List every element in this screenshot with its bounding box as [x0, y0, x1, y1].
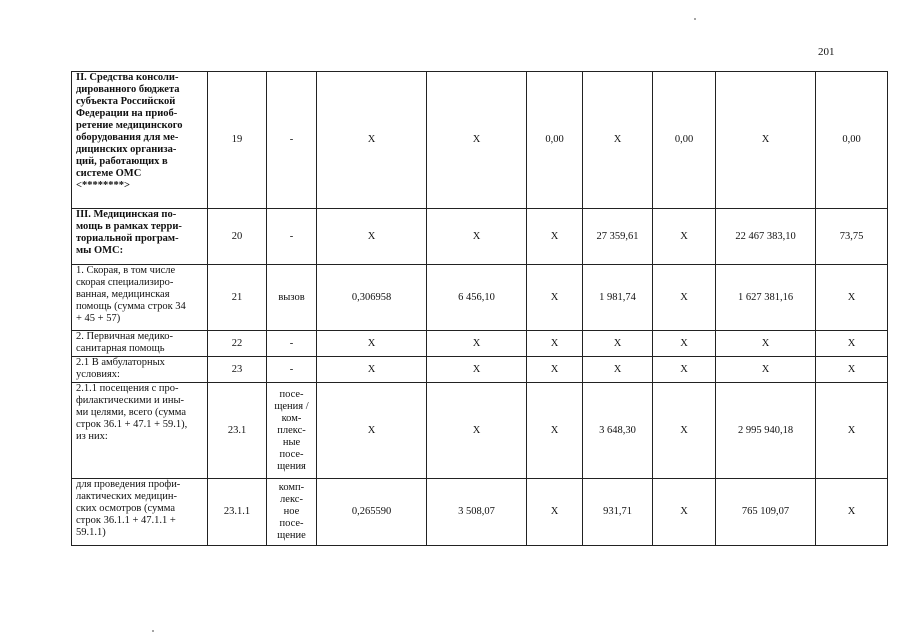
- value-cell-c2: X: [427, 383, 527, 479]
- value-cell-c5: 0,00: [653, 72, 716, 209]
- value-cell-c7: X: [816, 265, 888, 331]
- table-row: [72, 331, 888, 357]
- table-row: [72, 209, 888, 265]
- value-cell-c1: X: [317, 209, 427, 265]
- row-unit: -: [267, 331, 317, 357]
- value-cell-c4: X: [583, 72, 653, 209]
- budget-table: [71, 71, 888, 546]
- value-cell-c7: 0,00: [816, 72, 888, 209]
- value-cell-c4: 1 981,74: [583, 265, 653, 331]
- row-label: для проведения профи- лактических медицин- ских осмотров (сумма строк 36.1.1 + 47.1.1 + 59.1.1): [72, 479, 208, 546]
- row-label: 1. Скорая, в том числе скорая специализиро- ванная, медицинская помощь (сумма строк 34 + 45 + 57): [72, 265, 208, 331]
- value-cell-c6: 22 467 383,10: [716, 209, 816, 265]
- row-line-number: 23.1.1: [208, 479, 267, 546]
- value-cell-c5: X: [653, 357, 716, 383]
- value-cell-c3: X: [527, 331, 583, 357]
- value-cell-c6: X: [716, 357, 816, 383]
- value-cell-c3: X: [527, 479, 583, 546]
- value-cell-c1: X: [317, 383, 427, 479]
- value-cell-c5: X: [653, 209, 716, 265]
- table-row: [72, 72, 888, 209]
- row-line-number: 20: [208, 209, 267, 265]
- row-label: II. Средства консоли- дированного бюджета субъекта Российской Федерации на приоб- ретение медицинского оборудования для ме- дицинских организа- ций, работающих в системе ОМС <********>: [72, 72, 208, 209]
- value-cell-c1: X: [317, 331, 427, 357]
- row-line-number: 23.1: [208, 383, 267, 479]
- row-line-number: 23: [208, 357, 267, 383]
- table-row: [72, 357, 888, 383]
- value-cell-c6: X: [716, 331, 816, 357]
- table-row: [72, 265, 888, 331]
- value-cell-c2: 3 508,07: [427, 479, 527, 546]
- value-cell-c7: X: [816, 383, 888, 479]
- value-cell-c3: X: [527, 383, 583, 479]
- value-cell-c1: X: [317, 72, 427, 209]
- row-unit: вызов: [267, 265, 317, 331]
- row-label: 2.1 В амбулаторных условиях:: [72, 357, 208, 383]
- value-cell-c3: 0,00: [527, 72, 583, 209]
- row-unit: комп- лекс- ное посе- щение: [267, 479, 317, 546]
- value-cell-c3: X: [527, 209, 583, 265]
- scan-speck: [152, 630, 154, 632]
- table-row: [72, 383, 888, 479]
- value-cell-c2: X: [427, 72, 527, 209]
- page-number: 201: [818, 46, 835, 58]
- value-cell-c2: 6 456,10: [427, 265, 527, 331]
- row-label: 2.1.1 посещения с про- филактическими и ины- ми целями, всего (сумма строк 36.1 + 47.1 + 59.1), из них:: [72, 383, 208, 479]
- value-cell-c5: X: [653, 265, 716, 331]
- value-cell-c2: X: [427, 331, 527, 357]
- row-unit: посе- щения / ком- плекс- ные посе- щения: [267, 383, 317, 479]
- row-line-number: 19: [208, 72, 267, 209]
- value-cell-c4: X: [583, 357, 653, 383]
- value-cell-c4: 27 359,61: [583, 209, 653, 265]
- value-cell-c6: X: [716, 72, 816, 209]
- value-cell-c7: X: [816, 331, 888, 357]
- value-cell-c1: X: [317, 357, 427, 383]
- value-cell-c3: X: [527, 357, 583, 383]
- value-cell-c4: 3 648,30: [583, 383, 653, 479]
- value-cell-c6: 2 995 940,18: [716, 383, 816, 479]
- row-unit: -: [267, 209, 317, 265]
- value-cell-c4: 931,71: [583, 479, 653, 546]
- value-cell-c5: X: [653, 331, 716, 357]
- row-unit: -: [267, 357, 317, 383]
- row-line-number: 21: [208, 265, 267, 331]
- table-row: [72, 479, 888, 546]
- scan-speck: [694, 18, 696, 20]
- row-line-number: 22: [208, 331, 267, 357]
- value-cell-c7: 73,75: [816, 209, 888, 265]
- value-cell-c4: X: [583, 331, 653, 357]
- value-cell-c2: X: [427, 357, 527, 383]
- value-cell-c7: X: [816, 479, 888, 546]
- row-label: 2. Первичная медико- санитарная помощь: [72, 331, 208, 357]
- value-cell-c1: 0,265590: [317, 479, 427, 546]
- row-unit: -: [267, 72, 317, 209]
- value-cell-c5: X: [653, 479, 716, 546]
- value-cell-c6: 765 109,07: [716, 479, 816, 546]
- value-cell-c6: 1 627 381,16: [716, 265, 816, 331]
- value-cell-c3: X: [527, 265, 583, 331]
- value-cell-c1: 0,306958: [317, 265, 427, 331]
- value-cell-c7: X: [816, 357, 888, 383]
- value-cell-c2: X: [427, 209, 527, 265]
- row-label: III. Медицинская по- мощь в рамках терри- ториальной програм- мы ОМС:: [72, 209, 208, 265]
- value-cell-c5: X: [653, 383, 716, 479]
